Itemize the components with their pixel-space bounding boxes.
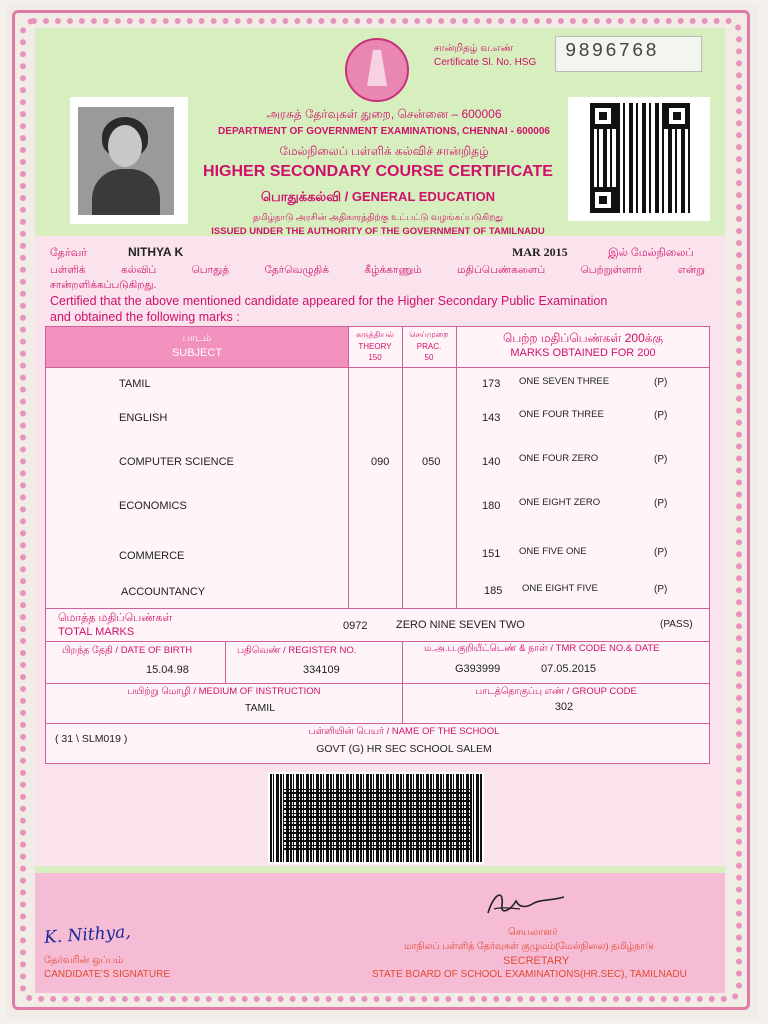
cert-no-label-en: Certificate Sl. No. HSG [434, 57, 537, 68]
tmr-label: ம.அ.ப.குறியீட்டெண் & நாள் / TMR CODE NO.& DATE [424, 643, 660, 654]
prac-max: 50 [424, 353, 434, 362]
group-label: பாடத்தொகுப்பு எண் / GROUP CODE [475, 686, 637, 697]
row-marks: 185 [484, 585, 503, 597]
row-marks: 173 [482, 378, 501, 390]
total-marks: 0972 [343, 620, 368, 632]
secretary-label-en: SECRETARY [503, 955, 570, 967]
row-words: ONE EIGHT ZERO [519, 497, 601, 508]
medium-label: பயிற்று மொழி / MEDIUM OF INSTRUCTION [127, 686, 321, 697]
school-label: பள்ளியின் பெயர் / NAME OF THE SCHOOL [308, 726, 500, 737]
row-subject: COMMERCE [119, 550, 185, 562]
row-marks: 151 [482, 548, 501, 560]
tamilnadu-emblem [345, 38, 409, 102]
total-words: ZERO NINE SEVEN TWO [396, 619, 525, 631]
row-words: ONE SEVEN THREE [519, 376, 610, 387]
medium-value: TAMIL [244, 702, 276, 714]
row-prac: 050 [422, 456, 441, 468]
statement-line2-ta: பள்ளிக் கல்விப் பொதுத் தேர்வெழுதிக் கீழ்க்காணும் மதிப்பெண்களைப் பெற்றுள்ளார் என்று [50, 264, 705, 276]
cert-number: 9896768 [565, 40, 659, 62]
row-result: (P) [654, 377, 668, 388]
row-subject: COMPUTER SCIENCE [119, 456, 234, 468]
certified-text-1: Certified that the above mentioned candidate appeared for the Higher Secondary Public Examination [50, 294, 608, 308]
stream: பொதுக்கல்வி / GENERAL EDUCATION [260, 189, 496, 204]
total-result: (PASS) [660, 619, 693, 630]
candidate-sig-label-en: CANDIDATE'S SIGNATURE [44, 969, 170, 980]
prac-header-ta: செய்முறை [409, 330, 449, 339]
tmr-date: 07.05.2015 [541, 663, 597, 675]
row-words: ONE FIVE ONE [519, 546, 587, 557]
authority-en: ISSUED UNDER THE AUTHORITY OF THE GOVERNMENT OF TAMILNADU [211, 226, 545, 237]
secretary-label-ta: செயலாளர் [508, 927, 558, 938]
marks-table [45, 326, 710, 764]
candidate-name: NITHYA K [128, 245, 184, 259]
candidate-label-ta: தேர்வர் [50, 247, 87, 259]
obtained-header-en: MARKS OBTAINED FOR 200 [510, 347, 656, 359]
row-marks: 180 [482, 500, 501, 512]
obtained-header-ta: பெற்ற மதிப்பெண்கள் 200க்கு [502, 331, 664, 345]
row-theory: 090 [371, 456, 390, 468]
dept-en: DEPARTMENT OF GOVERNMENT EXAMINATIONS, CHENNAI - 600006 [218, 126, 550, 137]
row-subject: ACCOUNTANCY [121, 586, 206, 598]
candidate-signature: K. Nithya, [43, 921, 132, 949]
candidate-sig-label-ta: தேர்வரின் ஒப்பம் [44, 955, 124, 966]
cert-no-label-ta: சான்றிதழ் வ.எண் [434, 43, 514, 54]
theory-header-en: THEORY [358, 342, 392, 351]
authority-ta: தமிழ்நாடு அரசின் அதிகாரத்திற்கு உட்பட்டு வழங்கப்படுகிறது [252, 212, 504, 222]
statement-line1-ta: இல் மேல்நிலைப் [608, 247, 694, 259]
exam-session: MAR 2015 [512, 245, 568, 259]
total-label-en: TOTAL MARKS [58, 626, 135, 638]
row-result: (P) [654, 410, 668, 421]
school-name: GOVT (G) HR SEC SCHOOL SALEM [316, 743, 492, 755]
school-code: ( 31 \ SLM019 ) [55, 733, 128, 745]
row-result: (P) [654, 584, 668, 595]
theory-header-ta: கருத்தியல் [356, 330, 394, 339]
tmr-code: G393999 [455, 663, 501, 675]
row-marks: 143 [482, 412, 501, 424]
subject-header-en: SUBJECT [171, 347, 223, 359]
title-ta: மேல்நிலைப் பள்ளிக் கல்விச் சான்றிதழ் [279, 144, 489, 158]
dept-ta: அரசுத் தேர்வுகள் துறை, சென்னை – 600006 [266, 107, 502, 121]
row-marks: 140 [482, 456, 501, 468]
row-words: ONE EIGHT FIVE [522, 583, 598, 594]
row-subject: TAMIL [119, 378, 151, 390]
row-subject: ECONOMICS [119, 500, 187, 512]
reg-value: 334109 [303, 664, 340, 676]
theory-max: 150 [368, 353, 382, 362]
board-ta: மாநிலப் பள்ளித் தேர்வுகள் குழுமம்(மேல்நிலை) தமிழ்நாடு [404, 941, 654, 952]
statement-line3-ta: சான்றளிக்கப்படுகிறது. [50, 279, 157, 291]
row-words: ONE FOUR ZERO [519, 453, 599, 464]
secretary-signature [480, 883, 570, 923]
security-barcode [268, 772, 484, 864]
row-subject: ENGLISH [119, 412, 168, 424]
prac-header-en: PRAC. [416, 342, 442, 351]
certified-text-2: and obtained the following marks : [50, 310, 240, 324]
subject-header-ta: பாடம் [182, 333, 212, 344]
group-value: 302 [554, 701, 574, 713]
reg-label: பதிவெண் / REGISTER NO. [237, 645, 357, 656]
board-en: STATE BOARD OF SCHOOL EXAMINATIONS(HR.SEC), TAMILNADU [372, 969, 687, 980]
total-label-ta: மொத்த மதிப்பெண்கள் [58, 612, 173, 624]
row-result: (P) [654, 547, 668, 558]
dob-label: பிறந்த தேதி / DATE OF BIRTH [62, 645, 193, 656]
row-result: (P) [654, 498, 668, 509]
dob-value: 15.04.98 [146, 664, 189, 676]
row-result: (P) [654, 454, 668, 465]
row-words: ONE FOUR THREE [519, 409, 604, 420]
title-en: HIGHER SECONDARY COURSE CERTIFICATE [203, 163, 553, 180]
